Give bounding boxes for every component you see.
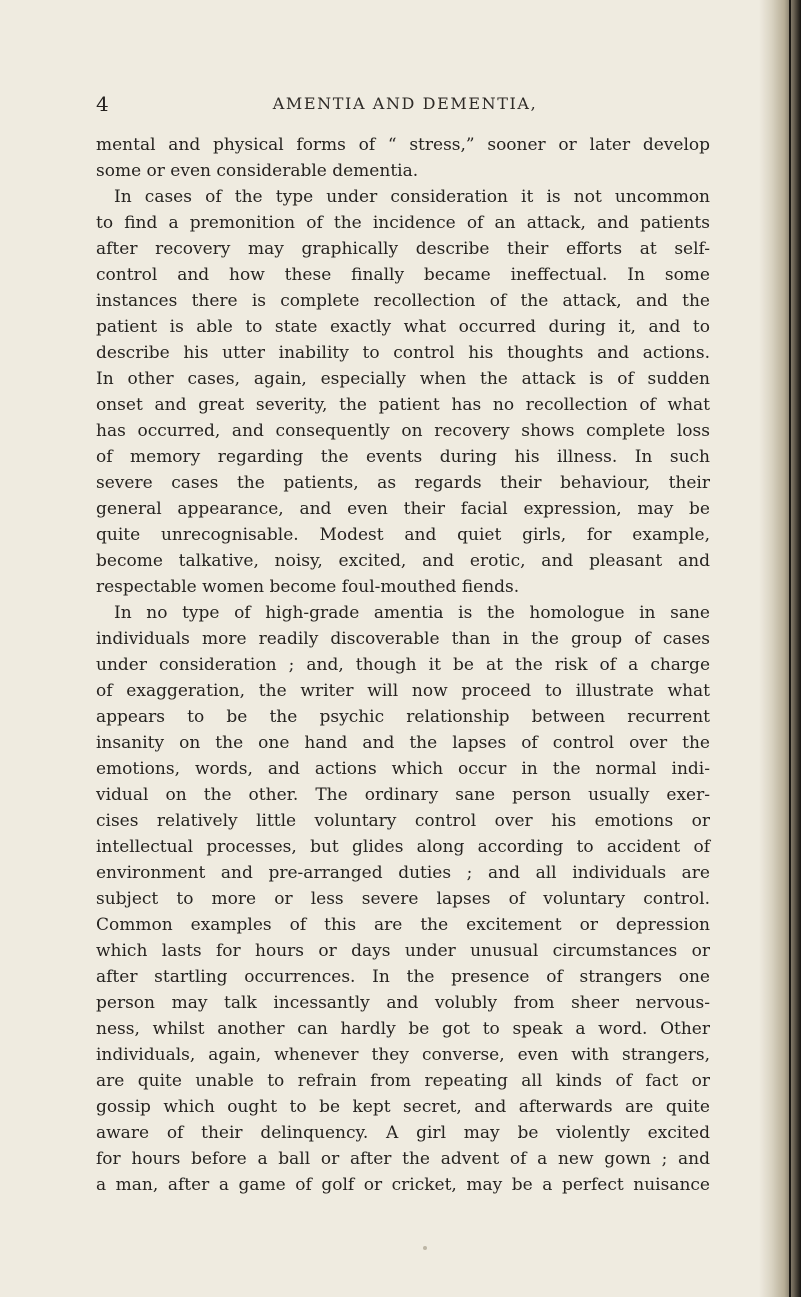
text-line: instances there is complete recollection of the attack, and the [96,291,710,311]
text-line: some or even considerable dementia. [96,161,419,181]
text-line: environment and pre-arranged duties ; and all individuals are [96,863,710,883]
text-line: ness, whilst another can hardly be got to speak a word. Other [96,1019,710,1039]
text-line: after startling occurrences. In the presence of strangers one [96,967,710,987]
text-line: of exaggeration, the writer will now proceed to illustrate what [96,681,710,701]
text-line: emotions, words, and actions which occur in the normal indi- [96,759,710,779]
text-line: gossip which ought to be kept secret, and afterwards are quite [96,1097,710,1117]
text-line: which lasts for hours or days under unusual circumstances or [96,941,710,961]
text-line: person may talk incessantly and volubly from sheer nervous- [96,993,710,1013]
text-line: onset and great severity, the patient has no recollection of what [96,395,710,415]
text-line: vidual on the other. The ordinary sane person usually exer- [96,785,710,805]
text-line: to find a premonition of the incidence of an attack, and patients [96,213,710,233]
text-line: subject to more or less severe lapses of voluntary control. [96,889,710,909]
text-line: patient is able to state exactly what occurred during it, and to [96,317,710,337]
text-line: control and how these finally became ineffectual. In some [96,265,710,285]
paper-speck [423,1246,427,1250]
text-line: cises relatively little voluntary control over his emotions or [96,811,710,831]
text-line: individuals more readily discoverable than in the group of cases [96,629,710,649]
book-spine-shadow [759,0,801,1297]
text-line: insanity on the one hand and the lapses of control over the [96,733,710,753]
text-line: become talkative, noisy, excited, and erotic, and pleasant and [96,551,710,571]
text-line: In cases of the type under consideration it is not uncommon [114,187,710,207]
book-spine-edge [789,0,791,1297]
running-head: AMENTIA AND DEMENTIA, [272,94,538,113]
text-line: aware of their delinquency. A girl may be violently excited [96,1123,710,1143]
text-line: quite unrecognisable. Modest and quiet girls, for example, [96,525,710,545]
text-line: mental and physical forms of “ stress,” sooner or later develop [96,135,710,155]
text-line: describe his utter inability to control his thoughts and actions. [96,343,710,363]
text-line: are quite unable to refrain from repeating all kinds of fact or [96,1071,710,1091]
text-line: intellectual processes, but glides along according to accident of [96,837,710,857]
text-line: for hours before a ball or after the advent of a new gown ; and [96,1149,710,1169]
text-line: after recovery may graphically describe their efforts at self- [96,239,710,259]
text-line: under consideration ; and, though it be at the risk of a charge [96,655,710,675]
text-line: general appearance, and even their facial expression, may be [96,499,710,519]
text-line: severe cases the patients, as regards their behaviour, their [96,473,710,493]
page-number: 4 [96,92,109,116]
page-header [96,92,714,116]
text-line: of memory regarding the events during his illness. In such [96,447,710,467]
text-line: a man, after a game of golf or cricket, may be a perfect nuisance [96,1175,710,1195]
text-line: In other cases, again, especially when the attack is of sudden [96,369,710,389]
text-line: In no type of high-grade amentia is the homologue in sane [114,603,710,623]
text-line: has occurred, and consequently on recovery shows complete loss [96,421,710,441]
text-line: individuals, again, whenever they converse, even with strangers, [96,1045,710,1065]
body-text [96,132,710,1198]
text-line: Common examples of this are the excitement or depression [96,915,710,935]
text-line: respectable women become foul-mouthed fiends. [96,577,520,597]
text-line: appears to be the psychic relationship between recurrent [96,707,710,727]
